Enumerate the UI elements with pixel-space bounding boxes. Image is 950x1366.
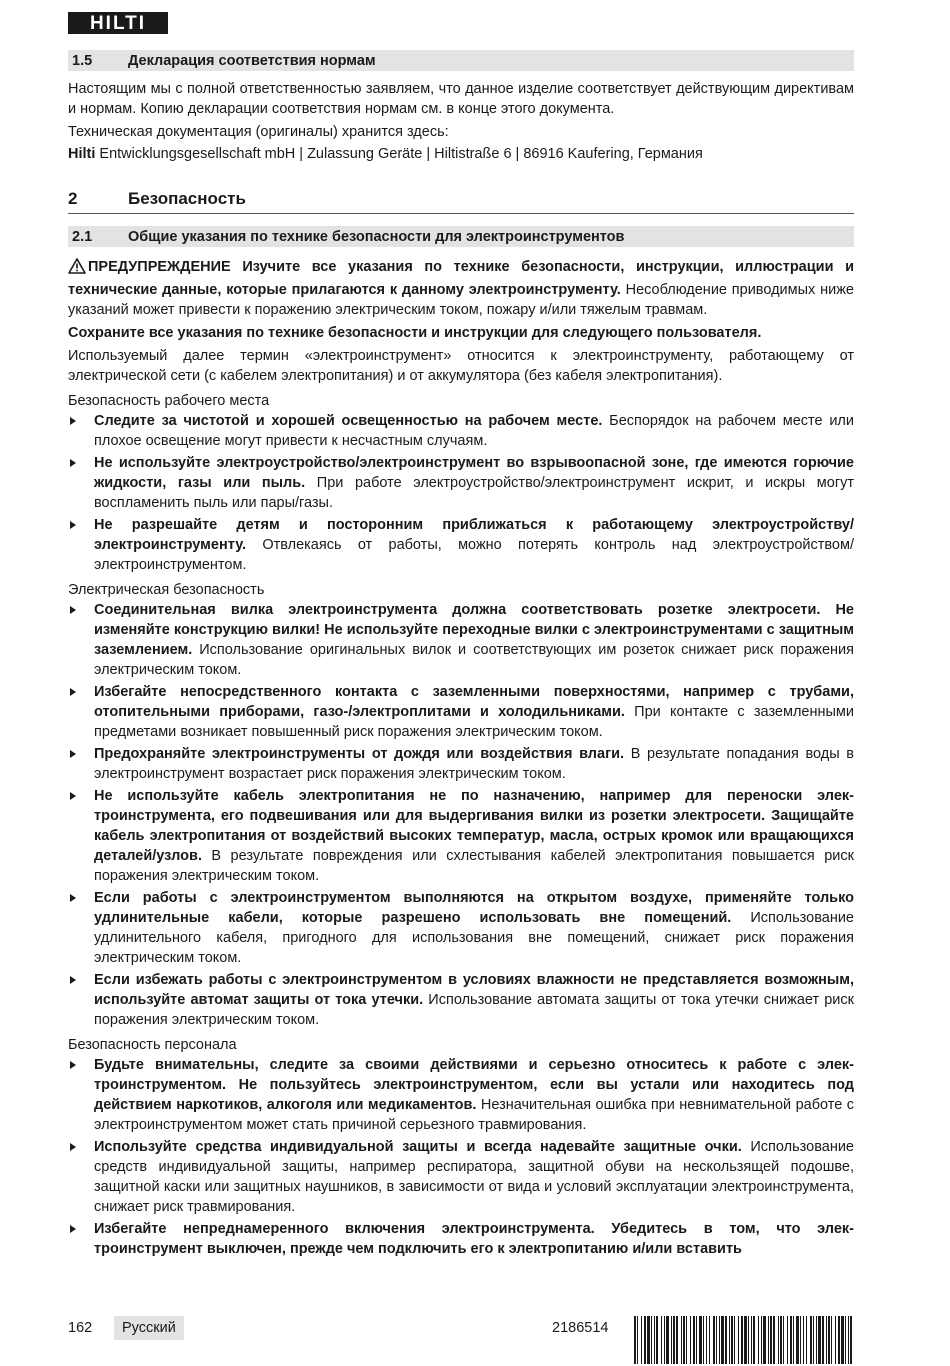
- workplace-safety-list: [68, 411, 854, 575]
- list-item: Используйте средства индивидуальной защиты и всегда надевайте защитные очки. Использование средств индивидуальной защиты, например респиратора, защитной обуви на нескользящей подошве, защитной каски или защитных наушников, в зависимости от вида и условий эксплуатации электроинструмента, снижает риск травмирования.: [68, 1137, 854, 1217]
- list-item: Избегайте непреднамеренного включения электроинструмента. Убедитесь в том, что электроинструмент выключен, прежде чем подключить его к электропитанию и/или вставить: [68, 1219, 854, 1259]
- personal-safety-heading: Безопасность персонала: [68, 1037, 237, 1053]
- list-item: Будьте внимательны, следите за своими действиями и серьезно относитесь к работе с электроинструментом. Не пользуйтесь электроинструментом, если вы устали или находитесь под действием наркотиков, алкоголя или медикаментов. Незначительная ошибка при невнимательной работе с электроинструментом может стать причиной серьезного травмирования.: [68, 1055, 854, 1135]
- documentation-paragraph: Техническая документация (оригиналы) хранится здесь:: [68, 124, 449, 140]
- list-item: Предохраняйте электроинструменты от дождя или воздействия влаги. В результате попадания воды в электроинструмент возрастает риск поражения электрическим током.: [68, 744, 854, 784]
- section-number: 2.1: [72, 228, 93, 245]
- list-item: Не разрешайте детям и посторонним приближаться к работающему электроустройству/электроинструменту. Отвлекаясь от работы, можно потерять контроль над электроустройством/электроинструментом.: [68, 515, 854, 575]
- section-2-heading: [68, 188, 854, 214]
- section-1-5-heading: [68, 50, 854, 71]
- list-item: Избегайте непосредственного контакта с заземленными поверхностями, например с трубами, отопительными приборами, газо-/электроплитами и холодильниками. При контакте с заземленными предметами возникает повышенный риск поражения электрическим током.: [68, 682, 854, 742]
- save-instructions-note: Сохраните все указания по технике безопасности и инструкции для следующего пользователя.: [68, 325, 762, 341]
- logo-text: HILTI: [89, 12, 147, 34]
- warning-bold-text: Изучите все указания по технике безопасности, инструкции, иллюстрации и технические данные, которые прилагаются к данному электроинструменту.: [68, 259, 854, 298]
- list-item: Соединительная вилка электроинструмента должна соответствовать розетке электросети. Не изменяйте конструкцию вилки! Не используйте переходные вилки с электроинструментами с защитным заземлением. Использование оригинальных вилок и соответствующих им розеток снижает риск поражения электрическим током.: [68, 600, 854, 680]
- language-badge: Русский: [114, 1316, 184, 1340]
- list-item: Если избежать работы с электроинструментом в условиях влажности не представляется возможным, используйте автомат защиты от тока утечки. Использование автомата защиты от тока утечки снижает риск поражения электрическим током.: [68, 970, 854, 1030]
- electrical-safety-heading: Электрическая безопасность: [68, 582, 265, 598]
- section-title: Декларация соответствия нормам: [128, 52, 376, 69]
- document-code: 2186514: [552, 1320, 609, 1336]
- warning-paragraph: [68, 257, 854, 320]
- page-number: 162: [68, 1320, 93, 1336]
- company-address: Entwicklungsgesellschaft mbH | Zulassung Geräte | Hiltistraße 6 | 86916 Kaufering, Германия: [95, 146, 703, 162]
- workplace-safety-heading: Безопасность рабочего места: [68, 393, 270, 409]
- barcode-icon: [634, 1316, 854, 1364]
- list-item: Не используйте кабель электропитания не по назначению, например для переноски электроинструмента, его подвешивания или для выдергивания вилки из розетки электросети. Защищайте кабель электропитания от воздействий высоких температур, масла, острых кромок или вращающихся деталей/узлов. В результате повреждения или схлестывания кабелей электропитания повышается риск поражения электрическим током.: [68, 786, 854, 886]
- section-2-1-heading: [68, 226, 854, 247]
- address-paragraph: [68, 144, 854, 164]
- declaration-paragraph: Настоящим мы с полной ответственностью заявляем, что данное изделие соответствует действующим директивам и нормам. Копию декларации соответствия нормам см. в конце этого документа.: [68, 81, 854, 117]
- personal-safety-list: [68, 1055, 854, 1259]
- electrical-safety-list: [68, 600, 854, 1030]
- section-number: 1.5: [72, 52, 93, 69]
- section-number: 2: [68, 189, 78, 208]
- list-item: Следите за чистотой и хорошей освещенностью на рабочем месте. Беспорядок на рабочем месте или плохое освещение могут привести к несчастным случаям.: [68, 411, 854, 451]
- list-item: Не используйте электроустройство/электроинструмент во взрывоопасной зоне, где имеются горючие жидкости, газы или пыль. При работе электроустройство/электроинструмент искрит, и искры могут воспламенить пыль или пары/газы.: [68, 453, 854, 513]
- term-definition: Используемый далее термин «электроинструмент» относится к электроинструменту, работающему от электрической сети (с кабелем электропитания) и от аккумулятора (без кабеля электропитания).: [68, 348, 854, 384]
- warning-triangle-icon: [68, 258, 86, 280]
- list-item: Если работы с электроинструментом выполняются на открытом воздухе, применяйте только удлинительные кабели, которые разрешено использовать вне помещений. Использование удлинительного кабеля, пригодного для использования вне помещений, снижает риск поражения электрическим током.: [68, 888, 854, 968]
- section-title: Безопасность: [128, 189, 246, 208]
- page-content: [68, 50, 854, 1261]
- hilti-logo: [68, 12, 168, 34]
- warning-label: ПРЕДУПРЕЖДЕНИЕ: [88, 259, 231, 275]
- section-title: Общие указания по технике безопасности для электроинструментов: [128, 228, 625, 245]
- page-footer: [68, 1316, 854, 1346]
- company-name: Hilti: [68, 146, 96, 162]
- warning-text: Несоблюдение приводимых ниже указаний может привести к поражению электрическим током, пожару и/или тяжелым травмам.: [68, 282, 854, 318]
